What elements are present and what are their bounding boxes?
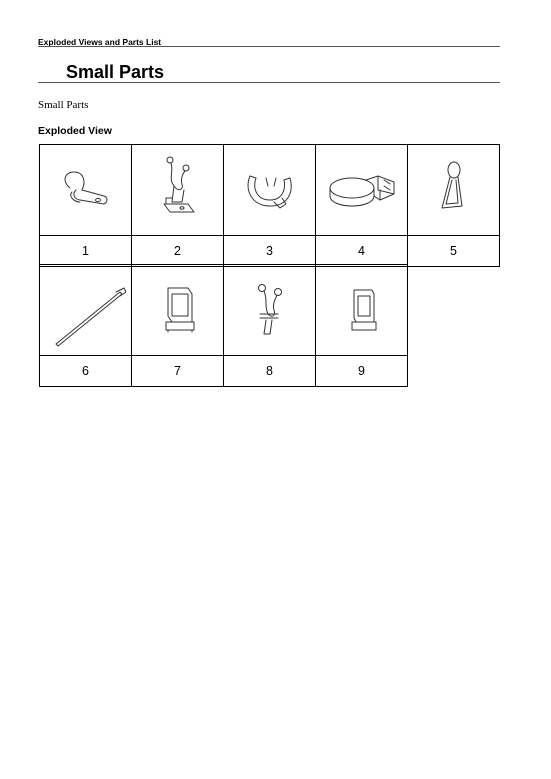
title-rule [38,82,500,83]
part-image-2 [132,145,223,236]
wire-saddle-bracket-icon [138,150,218,230]
part-image-9 [316,265,407,356]
parts-row-2 [39,264,408,387]
wire-saddle-icon [322,270,402,350]
parts-row-1 [39,144,500,267]
part-cell-6 [39,264,132,387]
part-image-3 [224,145,315,236]
part-image-8 [224,265,315,356]
part-cell-7 [131,264,224,387]
part-image-4 [316,145,407,236]
band-clamp-icon [322,150,402,230]
part-number-8: 8 [266,364,273,378]
part-cell-1 [39,144,132,267]
section-heading: Exploded View [38,125,112,137]
part-number-1: 1 [82,244,89,258]
part-number-9: 9 [358,364,365,378]
part-image-1 [40,145,131,236]
header-rule [38,46,500,47]
page-subtitle: Small Parts [38,99,89,111]
part-cell-2 [131,144,224,267]
locking-wire-saddle-icon [138,270,218,350]
wire-holder-icon [230,270,310,350]
cable-clamp-icon [46,150,126,230]
part-number-7: 7 [174,364,181,378]
part-number-3: 3 [266,244,273,258]
part-number-4: 4 [358,244,365,258]
part-image-7 [132,265,223,356]
part-number-5: 5 [450,244,457,258]
part-cell-3 [223,144,316,267]
page-title: Small Parts [66,62,165,82]
part-cell-4 [315,144,408,267]
u-clip-icon [230,150,310,230]
cable-tie-icon [46,270,126,350]
running-header: Exploded Views and Parts List [38,37,162,47]
part-cell-5 [407,144,500,267]
wire-loop-icon [414,150,494,230]
part-image-6 [40,265,131,356]
part-number-6: 6 [82,364,89,378]
part-number-2: 2 [174,244,181,258]
part-cell-9 [315,264,408,387]
part-image-5 [408,145,499,236]
part-cell-8 [223,264,316,387]
